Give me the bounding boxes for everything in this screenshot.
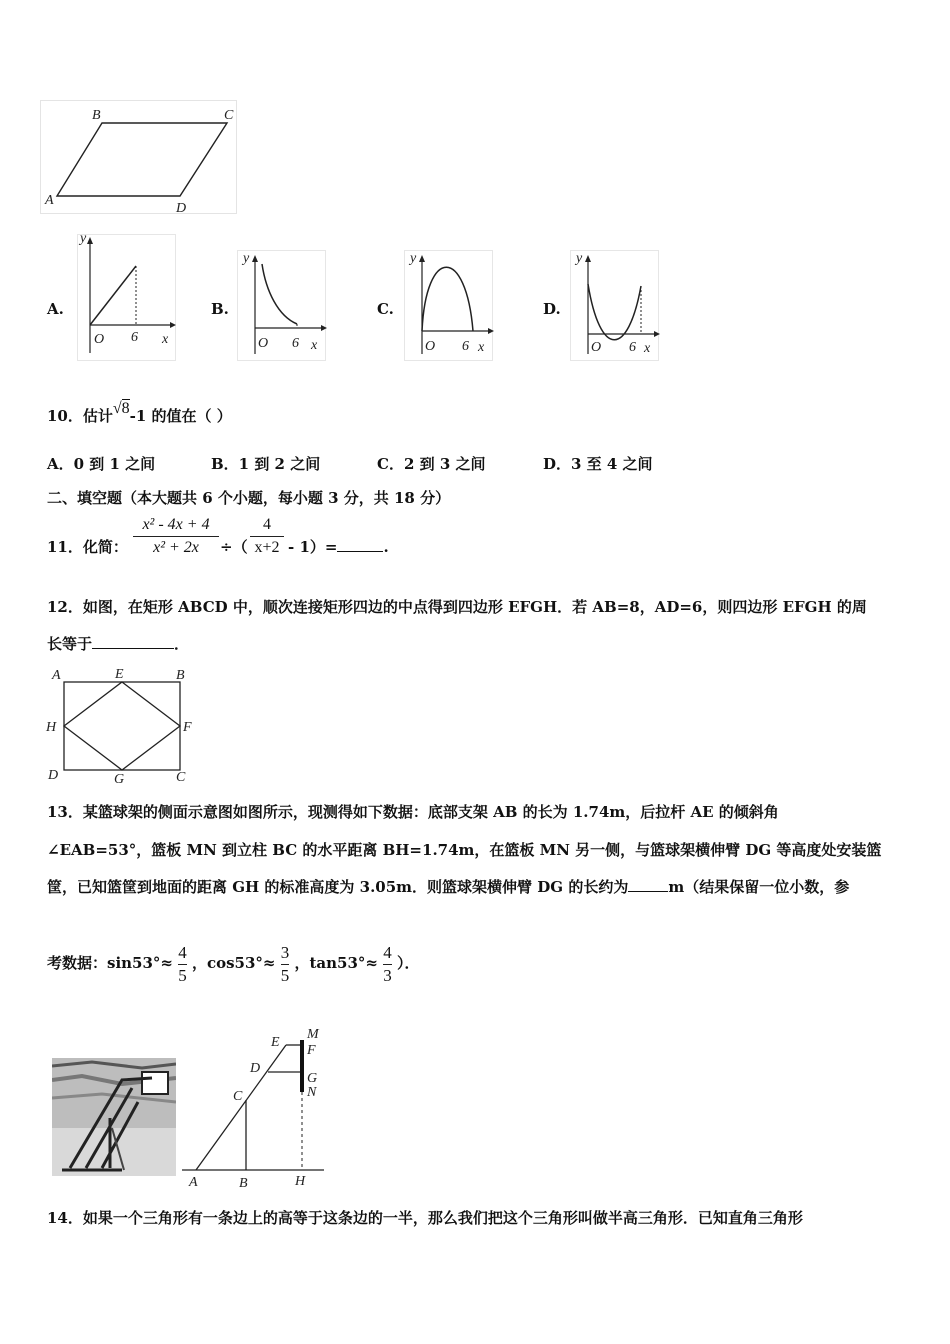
q11-prefix: 11．化简： bbox=[47, 538, 128, 556]
q12-label-D: D bbox=[48, 768, 59, 783]
graph-b-y: y bbox=[243, 251, 250, 266]
q13-line3-suffix: m（结果保留一位小数，参 bbox=[668, 878, 850, 896]
q11-suffix: - 1）= bbox=[288, 538, 338, 556]
q11-denominator-2: x+2 bbox=[250, 536, 284, 559]
q12-label-B: B bbox=[176, 668, 185, 683]
q11-answer-blank[interactable] bbox=[337, 537, 383, 552]
q13-ref-prefix: 考数据：sin53°≈ bbox=[47, 954, 173, 972]
q12-label-F: F bbox=[183, 720, 192, 735]
q10-suffix: -1 的值在（ ） bbox=[129, 407, 232, 425]
section-2-heading: 二、填空题（本大题共 6 个小题，每小题 3 分，共 18 分） bbox=[47, 489, 451, 507]
q13-label-A: A bbox=[189, 1175, 198, 1190]
q13-label-D: D bbox=[250, 1061, 261, 1076]
graph-d-o: O bbox=[591, 340, 602, 355]
label-D: D bbox=[176, 201, 187, 216]
q10-prefix: 10．估计 bbox=[47, 407, 113, 425]
graph-c-y: y bbox=[410, 251, 417, 266]
q13-basketball-diagram bbox=[178, 1024, 328, 1192]
parallelogram-figure bbox=[40, 100, 250, 220]
q11-tail bbox=[288, 537, 389, 557]
graph-d-six: 6 bbox=[629, 340, 636, 355]
q12-label-C: C bbox=[176, 770, 186, 785]
q10-choice-b: B．1 到 2 之间 bbox=[211, 455, 321, 473]
q13-label-C: C bbox=[233, 1089, 243, 1104]
option-b-letter: B. bbox=[211, 300, 229, 318]
q12-line1: 12．如图，在矩形 ABCD 中，顺次连接矩形四边的中点得到四边形 EFGH．若 AB=8，AD=6，则四边形 EFGH 的周 bbox=[47, 598, 867, 616]
q13-reference-data bbox=[47, 940, 419, 987]
q13-line3-prefix: 筐，已知篮筐到地面的距离 GH 的标准高度为 3.05m．则篮球架横伸臂 DG 的长约为 bbox=[47, 878, 629, 896]
q12-label-A: A bbox=[52, 668, 61, 683]
q11-divide-op: ÷（ bbox=[220, 538, 248, 556]
graph-option-b bbox=[233, 246, 333, 364]
q12-label-H: H bbox=[46, 720, 57, 735]
q13-label-B: B bbox=[239, 1176, 248, 1191]
q13-sin-den: 5 bbox=[178, 965, 187, 985]
q13-tan-den: 3 bbox=[383, 965, 392, 985]
q13-tan-num: 4 bbox=[383, 942, 392, 962]
graph-c-six: 6 bbox=[462, 339, 469, 354]
q10-choice-d: D．3 至 4 之间 bbox=[543, 455, 653, 473]
q11-end: . bbox=[383, 538, 389, 556]
q12-line2-end: ． bbox=[174, 635, 190, 653]
graph-b-x: x bbox=[311, 338, 318, 353]
q13-sin-fraction bbox=[178, 942, 187, 987]
graph-c-x: x bbox=[478, 340, 485, 355]
q13-label-H: H bbox=[295, 1174, 306, 1189]
q13-line2: ∠EAB=53°，篮板 MN 到立柱 BC 的水平距离 BH=1.74m，在篮板 MN 另一侧，与篮球架横伸臂 DG 等高度处安装篮 bbox=[47, 841, 882, 859]
q13-label-F: F bbox=[307, 1043, 316, 1058]
q10-radicand: 8 bbox=[121, 400, 130, 417]
q11-fraction-1 bbox=[133, 514, 219, 559]
graph-a-x: x bbox=[162, 332, 169, 347]
q12-rectangle-figure bbox=[42, 664, 202, 788]
graph-a-six: 6 bbox=[131, 330, 138, 345]
graph-option-c bbox=[400, 246, 500, 364]
basketball-stand-photo bbox=[52, 1058, 176, 1178]
graph-a-o: O bbox=[94, 332, 105, 347]
graph-b-o: O bbox=[258, 336, 269, 351]
q13-cos-num: 3 bbox=[280, 942, 290, 962]
graph-d-x: x bbox=[644, 341, 651, 356]
q13-label-N: N bbox=[307, 1085, 317, 1100]
q13-line3 bbox=[47, 877, 849, 897]
q13-sin-num: 4 bbox=[178, 942, 187, 962]
q12-answer-blank[interactable] bbox=[92, 634, 174, 649]
q13-cos-label: ，cos53°≈ bbox=[191, 954, 276, 972]
q12-line2 bbox=[47, 634, 189, 654]
q10-choice-a: A．0 到 1 之间 bbox=[47, 455, 156, 473]
graph-option-d bbox=[566, 246, 666, 364]
q11-fraction-2 bbox=[250, 514, 284, 559]
graph-b-six: 6 bbox=[292, 336, 299, 351]
q11-numerator-2: 4 bbox=[263, 516, 271, 533]
q13-cos-den: 5 bbox=[280, 965, 290, 985]
q13-line1: 13．某篮球架的侧面示意图如图所示，现测得如下数据：底部支架 AB 的长为 1.74m，后拉杆 AE 的倾斜角 bbox=[47, 803, 779, 821]
q14-line1: 14．如果一个三角形有一条边上的高等于这条边的一半，那么我们把这个三角形叫做半高三角形．已知直角三角形 bbox=[47, 1209, 803, 1227]
q10-sqrt: √8 bbox=[112, 400, 130, 417]
q11-numerator-1: x² - 4x + 4 bbox=[142, 516, 210, 533]
graph-c-o: O bbox=[425, 339, 436, 354]
graph-d-y: y bbox=[576, 251, 583, 266]
q12-label-E: E bbox=[115, 667, 124, 682]
option-c-letter: C. bbox=[377, 300, 394, 318]
q13-tan-fraction bbox=[383, 942, 392, 987]
label-C: C bbox=[224, 108, 234, 123]
q10-choice-c: C．2 到 3 之间 bbox=[377, 455, 486, 473]
option-a-letter: A. bbox=[47, 300, 64, 318]
label-B: B bbox=[92, 108, 101, 123]
graph-a-y: y bbox=[80, 231, 87, 246]
q10-stem bbox=[47, 400, 232, 427]
q13-answer-blank[interactable] bbox=[628, 877, 668, 892]
q13-tan-label: ，tan53°≈ bbox=[294, 954, 378, 972]
q11-denominator-1: x² + 2x bbox=[133, 536, 219, 559]
q12-line2-prefix: 长等于 bbox=[47, 635, 93, 653]
q13-label-M: M bbox=[307, 1027, 319, 1042]
q13-ref-end: ）． bbox=[396, 954, 420, 972]
q13-cos-fraction bbox=[281, 942, 290, 987]
label-A: A bbox=[45, 193, 54, 208]
q13-label-G: G bbox=[307, 1071, 318, 1086]
option-d-letter: D. bbox=[543, 300, 561, 318]
graph-option-a bbox=[70, 228, 180, 363]
q12-label-G: G bbox=[114, 772, 125, 787]
q13-label-E: E bbox=[271, 1035, 280, 1050]
